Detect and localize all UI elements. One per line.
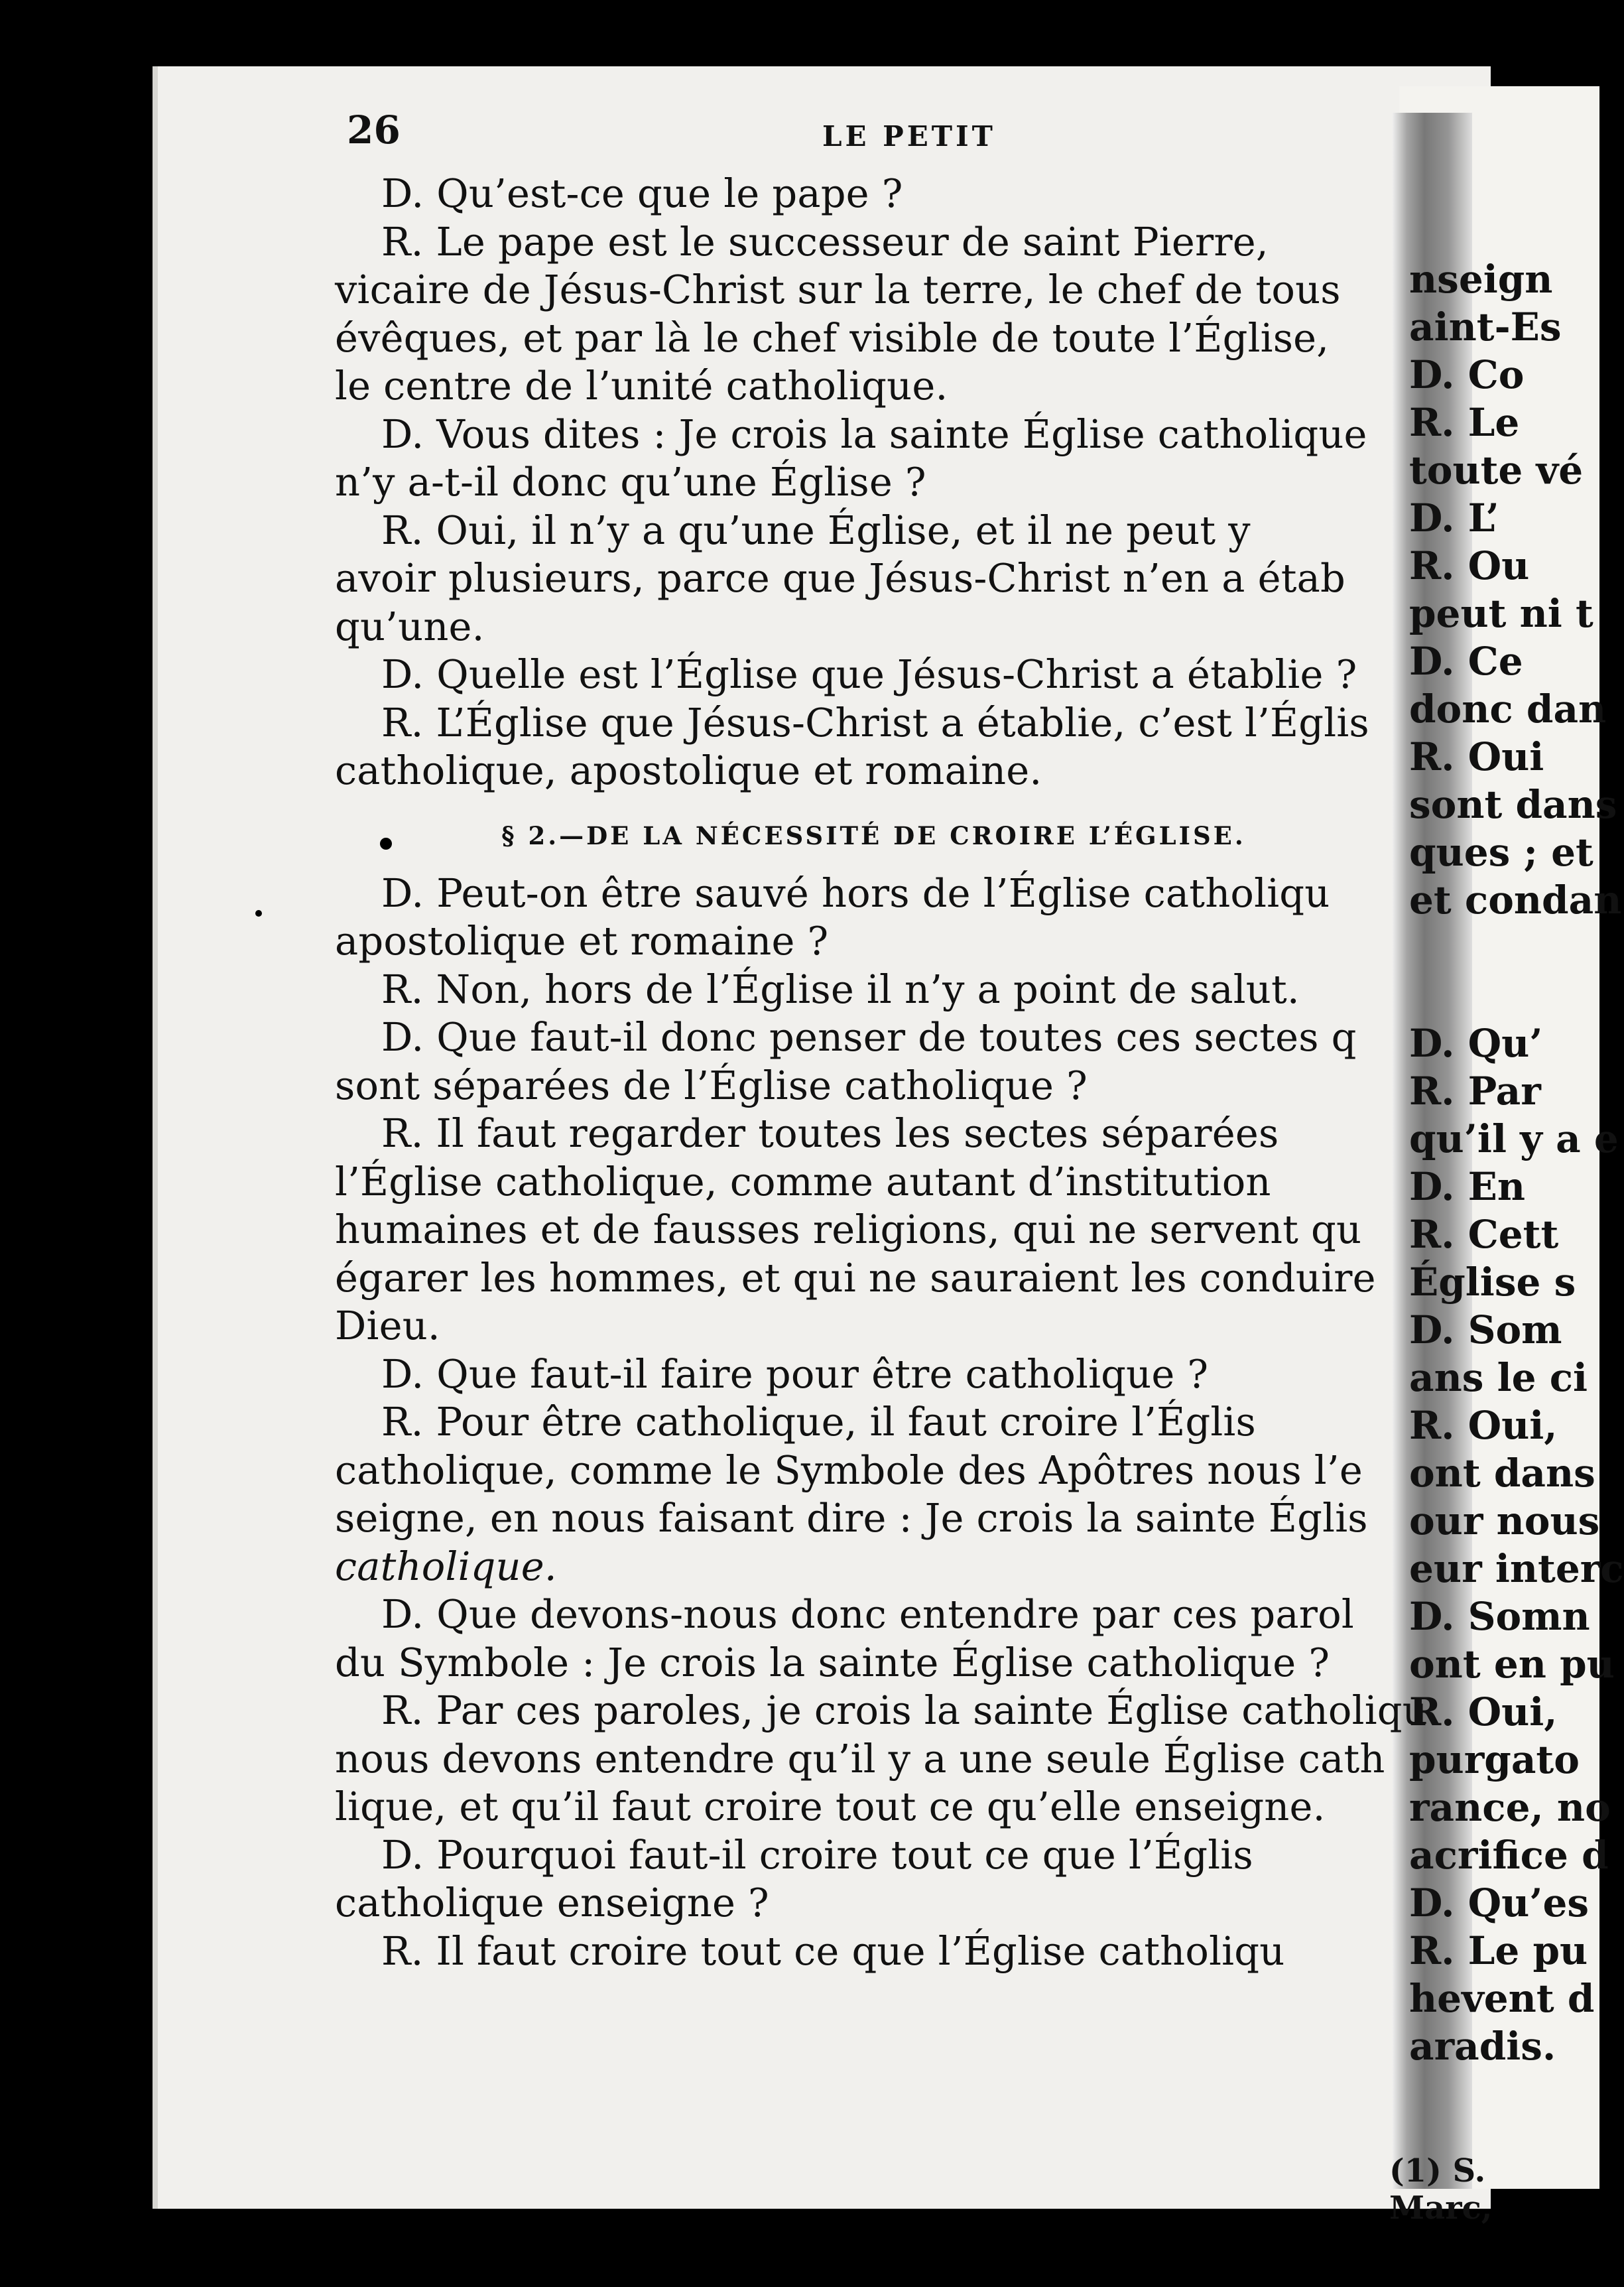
text-line: égarer les hommes, et qui ne sauraient les conduire [335, 1254, 1376, 1301]
right-fragment: purgato [1409, 1737, 1580, 1782]
page-text [335, 106, 1428, 1975]
right-fragment: aint-Es [1409, 304, 1562, 350]
text-line: catholique, comme le Symbole des Apôtres nous l’e [335, 1447, 1363, 1493]
right-fragment: hevent d [1409, 1976, 1595, 2021]
right-fragment: ans le ci [1409, 1355, 1588, 1400]
right-fragment: R. Ou [1409, 543, 1530, 588]
page-number: 26 [347, 107, 401, 153]
right-fragment: our nous [1409, 1498, 1600, 1543]
text-line: nous devons entendre qu’il y a une seule Église cath [335, 1735, 1385, 1782]
text-line: l’Église catholique, comme autant d’institution [335, 1158, 1271, 1205]
text-line: R. L’Église que Jésus-Christ a établie, c’est l’Églis [381, 699, 1369, 746]
right-fragment: D. Som [1409, 1307, 1562, 1352]
running-head: LE PETIT [822, 120, 996, 153]
section-title: § 2.—DE LA NÉCESSITÉ DE CROIRE L’ÉGLISE. [501, 820, 1246, 850]
right-fragment: R. Oui, [1409, 1403, 1558, 1448]
right-page-fragments [1409, 255, 1624, 2070]
right-fragment: ont en pu [1409, 1642, 1615, 1687]
right-fragment: R. Le pu [1409, 1928, 1588, 1973]
text-line: catholique. [335, 1543, 557, 1589]
right-fragment: toute vé [1409, 448, 1584, 493]
right-fragment: rance, no [1409, 1785, 1611, 1830]
text-line: qu’une. [335, 603, 485, 649]
text-line: avoir plusieurs, parce que Jésus-Christ n’en a étab [335, 555, 1345, 601]
text-line: R. Il faut croire tout ce que l’Église catholiqu [381, 1928, 1285, 1974]
right-fragment: D. Co [1409, 352, 1525, 397]
text-line: R. Pour être catholique, il faut croire l’Églis [381, 1399, 1256, 1445]
text-line: humaines et de fausses religions, qui ne servent qu [335, 1207, 1362, 1252]
right-fragment: ques ; et [1409, 830, 1593, 875]
text-line: catholique enseigne ? [335, 1880, 769, 1926]
ink-dot [380, 838, 392, 850]
section-paragraphs [335, 870, 1428, 1976]
page-header [335, 106, 1412, 170]
right-fragment: D. Qu’es [1409, 1880, 1590, 1926]
text-line: seigne, en nous faisant dire : Je crois la sainte Églis [335, 1495, 1368, 1541]
right-fragment: qu’il y a e [1409, 1116, 1619, 1161]
right-fragment: D. Ce [1409, 639, 1523, 684]
text-line: du Symbole : Je crois la sainte Église catholique ? [335, 1639, 1330, 1685]
ink-dot [255, 910, 262, 917]
right-fragment [1409, 972, 1601, 1019]
right-fragment: nseign [1409, 257, 1553, 302]
text-line: D. Que faut-il donc penser de toutes ces sectes q [381, 1014, 1357, 1060]
text-line: lique, et qu’il faut croire tout ce qu’elle enseigne. [335, 1784, 1326, 1829]
text-line: D. Pourquoi faut-il croire tout ce que l’Églis [381, 1831, 1253, 1878]
text-line: D. Que faut-il faire pour être catholique ? [381, 1350, 1209, 1397]
right-fragment: sont dans [1409, 782, 1617, 827]
right-fragment: D. Somn [1409, 1594, 1590, 1639]
right-fragment: R. Le [1409, 400, 1520, 445]
text-line: apostolique et romaine ? [335, 918, 829, 964]
right-fragment: eur interc [1409, 1546, 1624, 1591]
text-line: R. Non, hors de l’Église il n’y a point de salut. [381, 966, 1300, 1012]
right-page-footnote: (1) S. Marc, [1389, 2152, 1493, 2227]
right-fragment: R. Par [1409, 1069, 1541, 1114]
text-line: D. Vous dites : Je crois la sainte Église catholique [381, 411, 1367, 457]
text-line: D. Peut-on être sauvé hors de l’Église catholiqu [381, 870, 1330, 916]
catechism-paragraphs [335, 170, 1412, 795]
right-fragment: D. L’ [1409, 495, 1499, 541]
text-line: D. Quelle est l’Église que Jésus-Christ a établie ? [381, 651, 1357, 697]
text-line: D. Que devons-nous donc entendre par ces parol [381, 1591, 1354, 1637]
text-line: Dieu. [335, 1303, 440, 1348]
right-fragment: peut ni t [1409, 591, 1593, 636]
text-line: n’y a-t-il donc qu’une Église ? [335, 459, 926, 505]
right-fragment: et condan [1409, 878, 1622, 923]
text-line: R. Par ces paroles, je crois la sainte Église catholiqu [381, 1687, 1428, 1733]
right-fragment: R. Oui, [1409, 1689, 1558, 1734]
right-fragment: D. En [1409, 1164, 1525, 1209]
right-fragment: R. Oui [1409, 734, 1544, 779]
right-fragment: acrifice d [1409, 1833, 1609, 1878]
text-line: R. Oui, il n’y a qu’une Église, et il ne peut y [381, 507, 1251, 553]
text-line: sont séparées de l’Église catholique ? [335, 1062, 1088, 1108]
text-line: catholique, apostolique et romaine. [335, 748, 1042, 793]
text-line: R. Le pape est le successeur de saint Pierre, [381, 218, 1269, 265]
text-line: D. Qu’est-ce que le pape ? [381, 170, 903, 216]
right-fragment [1409, 924, 1601, 972]
text-line: vicaire de Jésus-Christ sur la terre, le chef de tous [335, 267, 1341, 312]
right-fragment: Église s [1409, 1260, 1576, 1305]
text-line: R. Il faut regarder toutes les sectes séparées [381, 1110, 1279, 1156]
right-fragment: donc dan [1409, 686, 1607, 732]
text-line: le centre de l’unité catholique. [335, 363, 948, 409]
right-fragment: aradis. [1409, 2024, 1556, 2069]
right-fragment: R. Cett [1409, 1212, 1559, 1257]
right-fragment: D. Qu’ [1409, 1021, 1543, 1066]
text-line: évêques, et par là le chef visible de toute l’Église, [335, 314, 1330, 361]
right-fragment: ont dans [1409, 1451, 1595, 1496]
